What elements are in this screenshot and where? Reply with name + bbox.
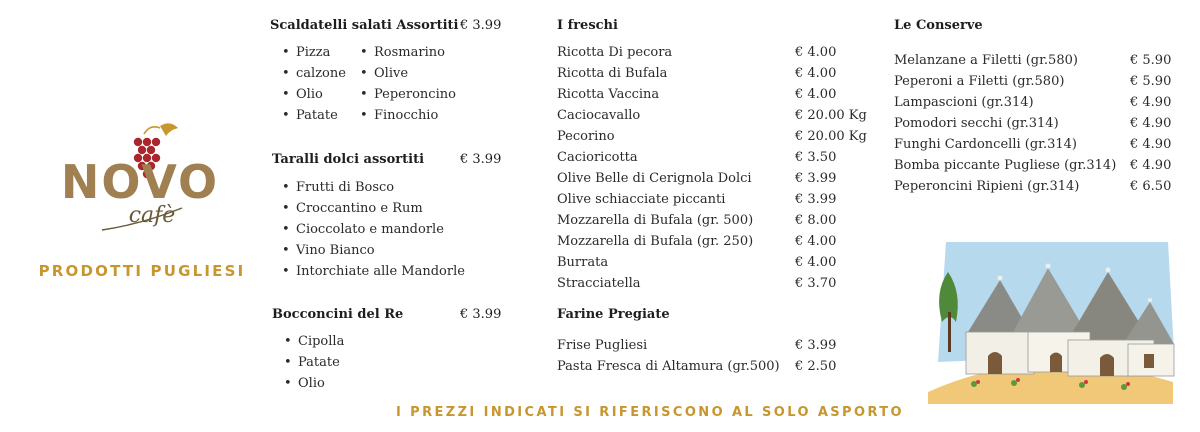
taralli-list [282, 177, 465, 282]
item-price: € 4.90 [1130, 137, 1172, 152]
item-price: € 3.50 [795, 150, 837, 165]
item-price: € 3.70 [795, 276, 837, 291]
list-item: • Olio [284, 373, 344, 394]
scaldatelli-list-2 [360, 42, 456, 126]
item-price: € 6.50 [1130, 179, 1172, 194]
section-title-taralli: Taralli dolci assortiti [272, 152, 425, 167]
list-item: • Rosmarino [360, 42, 456, 63]
item-price: € 4.90 [1130, 158, 1172, 173]
list-item: • Peperoncino [360, 84, 456, 105]
brand-logo [40, 120, 240, 260]
scaldatelli-list-1 [282, 42, 346, 126]
item-name: Frise Pugliesi [557, 338, 648, 353]
item-name: Peperoni a Filetti (gr.580) [894, 74, 1065, 89]
item-price: € 2.50 [795, 359, 837, 374]
list-item: • Finocchio [360, 105, 456, 126]
item-name: Peperoncini Ripieni (gr.314) [894, 179, 1080, 194]
item-name: Mozzarella di Bufala (gr. 500) [557, 213, 754, 228]
item-price: € 5.90 [1130, 74, 1172, 89]
takeaway-note: I PREZZI INDICATI SI RIFERISCONO AL SOLO ASPORTO [396, 405, 904, 420]
list-item: • Olive [360, 63, 456, 84]
item-price: € 4.00 [795, 255, 837, 270]
item-price: € 4.00 [795, 66, 837, 81]
item-name: Pomodori secchi (gr.314) [894, 116, 1059, 131]
list-item: • Frutti di Bosco [282, 177, 465, 198]
item-name: Melanzane a Filetti (gr.580) [894, 53, 1078, 68]
item-name: Ricotta Vaccina [557, 87, 660, 102]
item-price: € 3.99 [795, 192, 837, 207]
section-title-farine: Farine Pregiate [557, 307, 670, 322]
item-name: Cacioricotta [557, 150, 638, 165]
item-name: Pecorino [557, 129, 615, 144]
list-item: • Patate [282, 105, 346, 126]
section-title-bocconcini: Bocconcini del Re [272, 307, 404, 322]
svg-text:cafè: cafè [128, 203, 176, 228]
section-title-scaldatelli: Scaldatelli salati Assortiti [270, 18, 459, 33]
list-item: • Patate [284, 352, 344, 373]
section-price-taralli: € 3.99 [460, 152, 502, 167]
list-item: • Cioccolato e mandorle [282, 219, 465, 240]
bocconcini-list [284, 331, 344, 394]
item-price: € 4.00 [795, 234, 837, 249]
item-name: Ricotta Di pecora [557, 45, 673, 60]
section-title-conserve: Le Conserve [894, 18, 983, 33]
item-name: Mozzarella di Bufala (gr. 250) [557, 234, 754, 249]
item-name: Stracciatella [557, 276, 641, 291]
item-price: € 3.99 [795, 171, 837, 186]
item-name: Olive Belle di Cerignola Dolci [557, 171, 752, 186]
item-name: Pasta Fresca di Altamura (gr.500) [557, 359, 780, 374]
svg-text:NOVO: NOVO [60, 155, 220, 209]
item-name: Bomba piccante Pugliese (gr.314) [894, 158, 1117, 173]
item-price: € 3.99 [795, 338, 837, 353]
item-name: Lampascioni (gr.314) [894, 95, 1034, 110]
item-price: € 4.90 [1130, 116, 1172, 131]
section-price-bocconcini: € 3.99 [460, 307, 502, 322]
item-name: Ricotta di Bufala [557, 66, 668, 81]
item-name: Olive schiacciate piccanti [557, 192, 726, 207]
item-name: Caciocavallo [557, 108, 641, 123]
item-price: € 4.90 [1130, 95, 1172, 110]
list-item: • Croccantino e Rum [282, 198, 465, 219]
list-item: • calzone [282, 63, 346, 84]
item-price: € 4.00 [795, 45, 837, 60]
list-item: • Cipolla [284, 331, 344, 352]
list-item: • Pizza [282, 42, 346, 63]
item-price: € 20.00 Kg [795, 108, 867, 123]
list-item: • Intorchiate alle Mandorle [282, 261, 465, 282]
item-price: € 4.00 [795, 87, 837, 102]
item-price: € 8.00 [795, 213, 837, 228]
item-price: € 20.00 Kg [795, 129, 867, 144]
section-price-scaldatelli: € 3.99 [460, 18, 502, 33]
item-name: Burrata [557, 255, 609, 270]
item-price: € 5.90 [1130, 53, 1172, 68]
section-title-freschi: I freschi [557, 18, 618, 33]
trulli-illustration [918, 232, 1180, 404]
item-name: Funghi Cardoncelli (gr.314) [894, 137, 1077, 152]
list-item: • Olio [282, 84, 346, 105]
list-item: • Vino Bianco [282, 240, 465, 261]
brand-tagline: PRODOTTI PUGLIESI [38, 262, 246, 280]
